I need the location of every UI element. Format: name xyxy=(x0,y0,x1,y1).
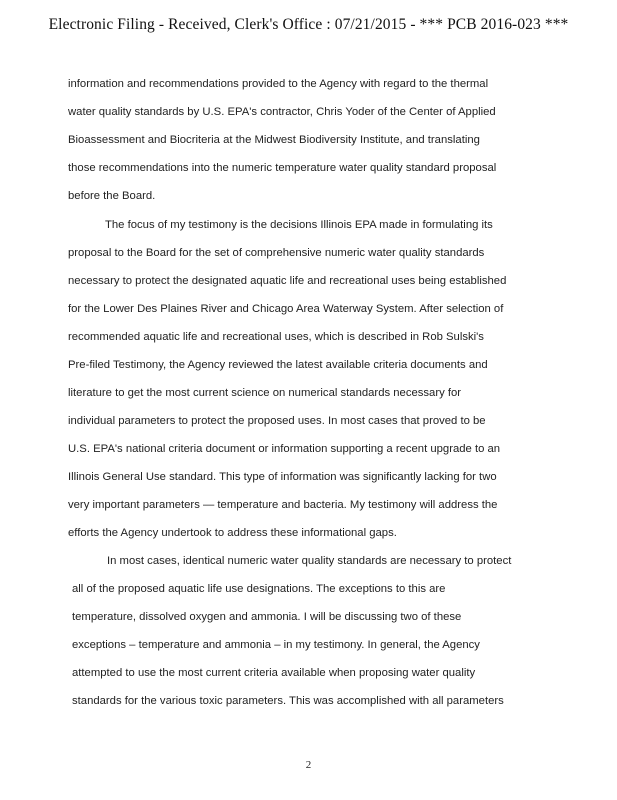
body-line: water quality standards by U.S. EPA's contractor, Chris Yoder of the Center of Applied xyxy=(68,106,496,118)
body-line: U.S. EPA's national criteria document or information supporting a recent upgrade to an xyxy=(68,443,501,455)
body-line: proposal to the Board for the set of comprehensive numeric water quality standards xyxy=(68,247,485,259)
body-line: The focus of my testimony is the decisions Illinois EPA made in formulating its xyxy=(105,219,493,231)
body-line: temperature, dissolved oxygen and ammonia. I will be discussing two of these xyxy=(72,611,462,623)
body-line: attempted to use the most current criteria available when proposing water quality xyxy=(72,667,476,679)
body-line: all of the proposed aquatic life use designations. The exceptions to this are xyxy=(72,583,446,595)
body-line: before the Board. xyxy=(68,190,156,202)
body-line: Pre-filed Testimony, the Agency reviewed the latest available criteria documents and xyxy=(68,359,488,371)
filing-stamp-header: Electronic Filing - Received, Clerk's Office : 07/21/2015 - *** PCB 2016-023 *** xyxy=(48,16,569,33)
body-line: exceptions – temperature and ammonia – in my testimony. In general, the Agency xyxy=(72,639,480,651)
body-line: standards for the various toxic parameters. This was accomplished with all parameters xyxy=(72,695,504,707)
body-line: for the Lower Des Plaines River and Chicago Area Waterway System. After selection of xyxy=(68,303,504,315)
body-line: Bioassessment and Biocriteria at the Midwest Biodiversity Institute, and translating xyxy=(68,134,480,146)
body-line: individual parameters to protect the proposed uses. In most cases that proved to be xyxy=(68,415,486,427)
body-line: literature to get the most current science on numerical standards necessary for xyxy=(68,387,462,399)
body-line: information and recommendations provided to the Agency with regard to the thermal xyxy=(68,78,489,90)
body-line: very important parameters — temperature and bacteria. My testimony will address the xyxy=(68,499,498,511)
body-line: necessary to protect the designated aquatic life and recreational uses being established xyxy=(68,275,507,287)
body-line: Illinois General Use standard. This type of information was significantly lacking for two xyxy=(68,471,497,483)
page-number: 2 xyxy=(305,759,312,771)
body-line: In most cases, identical numeric water quality standards are necessary to protect xyxy=(107,555,512,567)
body-line: efforts the Agency undertook to address these informational gaps. xyxy=(68,527,397,539)
body-line: those recommendations into the numeric temperature water quality standard proposal xyxy=(68,162,497,174)
body-line: recommended aquatic life and recreational uses, which is described in Rob Sulski's xyxy=(68,331,484,343)
